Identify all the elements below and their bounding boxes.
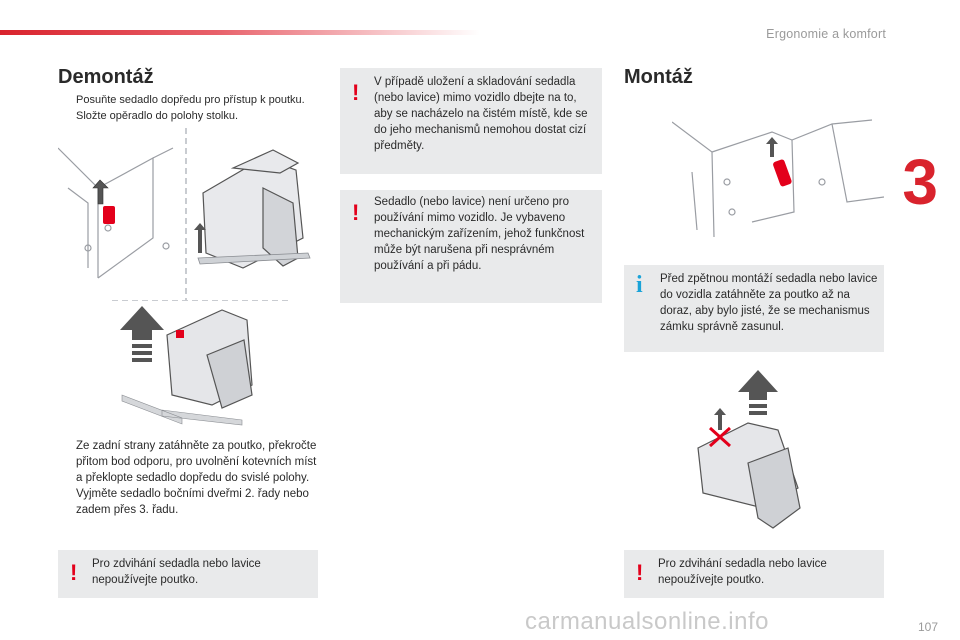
illustration-seat-install: [688, 368, 808, 536]
list-item: Ze zadní strany zatáhněte za poutko, překročte přitom bod odporu, pro uvolnění kotevních míst a překlopte sedadlo dopředu do svislé polohy.: [76, 440, 317, 484]
lever-arrow-icon: [766, 137, 792, 187]
exclamation-icon: !: [70, 560, 78, 585]
illustration-latch: [672, 112, 884, 238]
illustration-seat-fold: [58, 128, 320, 300]
demontaz-bullets: [58, 92, 328, 124]
lever-arrow-icon: [93, 180, 115, 224]
info-text: Před zpětnou montáží sedadla nebo lavice do vozidla zatáhněte za poutko až na doraz, aby bylo jisté, že se mechanismus zámku správně zasunul.: [660, 273, 878, 333]
lift-arrow-icon: [738, 370, 778, 415]
list-item: Složte opěradlo do polohy stolku.: [76, 110, 239, 122]
strap-marker: [176, 330, 184, 338]
section-label: Ergonomie a komfort: [766, 27, 886, 41]
montaz-info-box: [624, 265, 884, 352]
header-accent-bar: [0, 30, 480, 35]
list-item: Vyjměte sedadlo bočními dveřmi 2. řady nebo zadem přes 3. řadu.: [76, 488, 309, 516]
page-number: 107: [917, 620, 938, 634]
illustration-seat-upright: [112, 300, 292, 430]
usage-warning-box: [340, 190, 602, 303]
warning-text: Pro zdvihání sedadla nebo lavice nepoužívejte poutko.: [658, 558, 827, 586]
exclamation-icon: !: [352, 80, 360, 105]
chapter-number: 3: [902, 146, 938, 218]
warning-text: Sedadlo (nebo lavice) není určeno pro používání mimo vozidlo. Je vybaveno mechanickým zařízením, jehož funkčnost může být narušena při nesprávném používání a při pádu.: [374, 196, 585, 272]
warning-text: V případě uložení a skladování sedadla (nebo lavice) mimo vozidlo dbejte na to, aby se nacházelo na čistém místě, kde se do jeho mechanismů nemohou dostat cizí předměty.: [374, 76, 588, 152]
list-item: Posuňte sedadlo dopředu pro přístup k poutku.: [76, 94, 305, 106]
info-icon: i: [636, 272, 643, 298]
demontaz-warning-box: [58, 550, 318, 598]
exclamation-icon: !: [636, 560, 644, 585]
montaz-warning-box: [624, 550, 884, 598]
storage-warning-box: [340, 68, 602, 174]
exclamation-icon: !: [352, 200, 360, 225]
demontaz-steps: [58, 438, 318, 518]
montaz-title: Montáž: [624, 66, 693, 88]
demontaz-title: Demontáž: [58, 66, 154, 88]
warning-text: Pro zdvihání sedadla nebo lavice nepoužívejte poutko.: [92, 558, 261, 586]
watermark: carmanualsonline.info: [525, 608, 769, 635]
lift-arrow-icon: [120, 306, 164, 362]
